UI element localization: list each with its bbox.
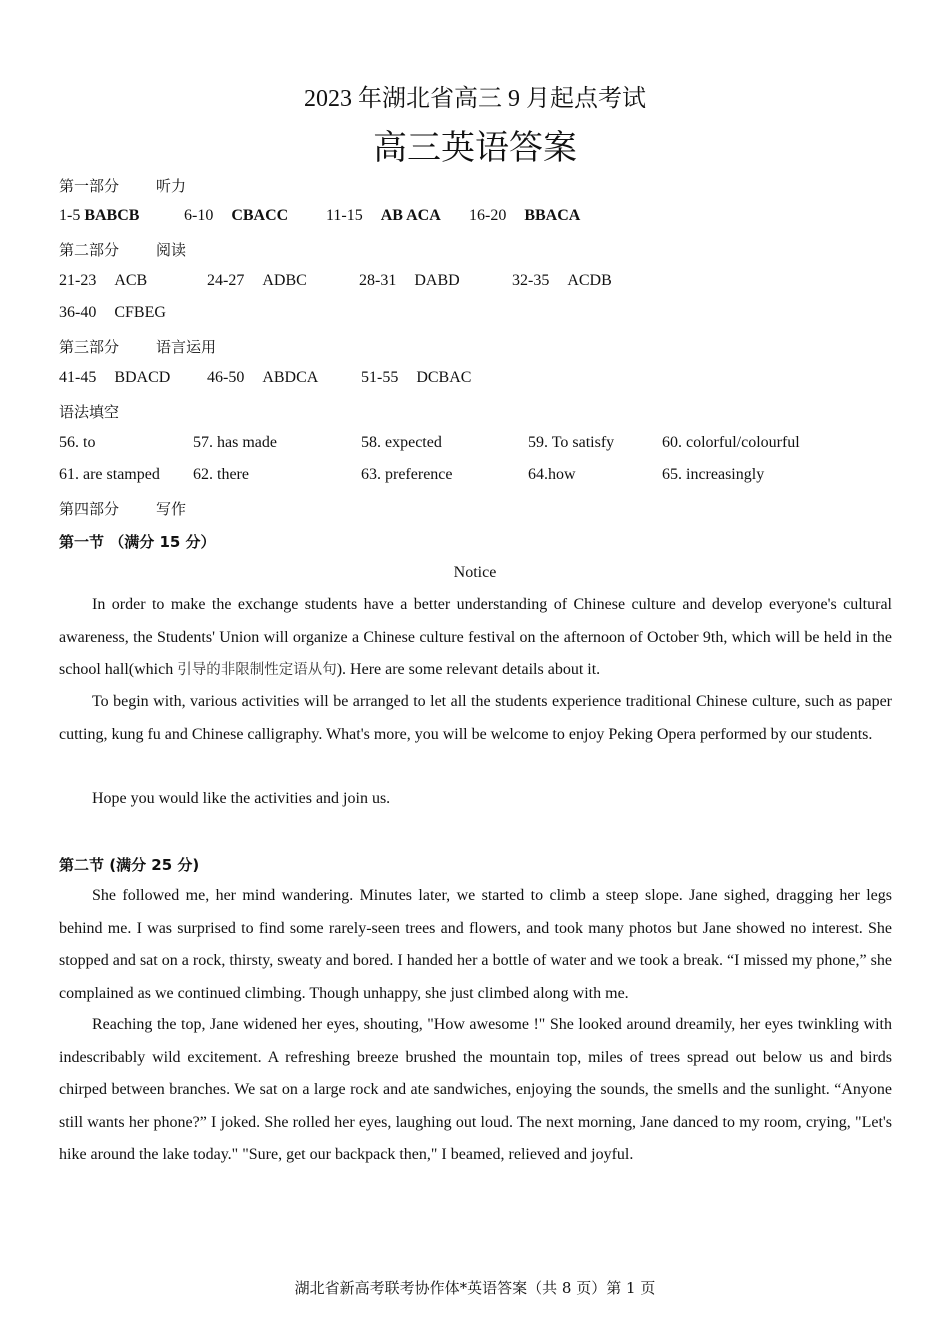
answer-letters: DABD bbox=[414, 272, 460, 289]
grammar-answer: 58. expected bbox=[361, 434, 442, 451]
answer-range: 28-31 bbox=[359, 272, 397, 289]
answer-letters: ACB bbox=[114, 272, 148, 289]
grammar-heading: 语法填空 bbox=[59, 403, 120, 421]
answer-letters: ACDB bbox=[567, 272, 612, 289]
answer-range: 11-15 bbox=[326, 207, 363, 224]
part1-name: 听力 bbox=[156, 177, 187, 195]
answer-range: 6-10 bbox=[184, 207, 214, 224]
document-title: 高三英语答案 bbox=[373, 130, 577, 167]
grammar-answer: 65. increasingly bbox=[662, 466, 765, 483]
answer-letters: BABCB bbox=[84, 207, 140, 224]
grammar-answer: 63. preference bbox=[361, 466, 453, 483]
grammar-answer: 60. colorful/colourful bbox=[662, 434, 800, 451]
essay1-p1-text: In order to make the exchange students have a better understanding of Chinese culture and develop everyone's cultural awareness, the Students' Union will organize a Chinese culture festival on the afternoon of October 9th, which will be held in the school hall(which bbox=[59, 596, 892, 678]
essay2-paragraph: Reaching the top, Jane widened her eyes, shouting, "How awesome !" She looked around dreamily, her eyes twinkling with indescribably wild excitement. A refreshing breeze brushed the mountain top, miles of trees spread out below us and birds chirped between branches. We sat on a large rock and ate sandwiches, enjoying the sounds, the smells and the sunlight. “Anyone still wants her phone?” I joked. She rolled her eyes, laughing out loud. The next morning, Jane danced to my room, crying, "Let's hike around the lake today." "Sure, get our backpack then," I beamed, relieved and joyful. bbox=[59, 1016, 892, 1163]
part3-name: 语言运用 bbox=[156, 338, 217, 356]
essay1-paragraph: To begin with, various activities will be arranged to let all the students experience traditional Chinese culture, such as paper cutting, kung fu and Chinese calligraphy. What's more, you will be welcome to enjoy Peking Opera performed by our students. bbox=[59, 693, 892, 743]
answer-range: 41-45 bbox=[59, 369, 97, 386]
page-footer: 湖北省新高考联考协作体*英语答案（共 8 页）第 1 页 bbox=[294, 1279, 656, 1297]
answer-group bbox=[469, 207, 580, 225]
grammar-answer: 64.how bbox=[528, 466, 576, 483]
answer-group bbox=[207, 272, 307, 290]
answer-letters: ADBC bbox=[262, 272, 307, 289]
answer-group bbox=[207, 369, 318, 387]
section2-heading: 第二节 (满分 25 分) bbox=[59, 856, 200, 874]
part1-heading: 第一部分 bbox=[59, 177, 120, 195]
part3-heading: 第三部分 bbox=[59, 338, 120, 356]
answer-range: 51-55 bbox=[361, 369, 399, 386]
essay1-paragraph: Hope you would like the activities and join us. bbox=[92, 790, 391, 807]
answer-range: 46-50 bbox=[207, 369, 245, 386]
answer-group bbox=[59, 304, 166, 322]
answer-group bbox=[59, 272, 147, 290]
answer-group bbox=[359, 272, 460, 290]
answer-group bbox=[184, 207, 288, 225]
answer-letters: AB ACA bbox=[380, 207, 441, 224]
answer-range: 21-23 bbox=[59, 272, 97, 289]
answer-group bbox=[512, 272, 612, 290]
answer-letters: BBACA bbox=[524, 207, 581, 224]
essay1-paragraph bbox=[59, 589, 892, 687]
answer-letters: CFBEG bbox=[114, 304, 166, 321]
essay2-paragraph: She followed me, her mind wandering. Minutes later, we started to climb a steep slope. Jane sighed, dragging her legs behind me. I was surprised to find some rarely-seen trees and flowers, and took many photos but Jane showed no interest. She stopped and sat on a rock, thirsty, sweaty and bored. I handed her a bottle of water and we took a break. “I missed my phone,” she complained as we continued climbing. Though unhappy, she just climbed along with me. bbox=[59, 887, 892, 1002]
answer-range: 36-40 bbox=[59, 304, 97, 321]
grammar-answer: 61. are stamped bbox=[59, 466, 160, 483]
answer-range: 32-35 bbox=[512, 272, 550, 289]
answer-group bbox=[361, 369, 471, 387]
part4-heading: 第四部分 bbox=[59, 500, 120, 518]
part2-name: 阅读 bbox=[156, 241, 187, 259]
answer-group bbox=[326, 207, 441, 225]
answer-range: 16-20 bbox=[469, 207, 507, 224]
answer-range: 24-27 bbox=[207, 272, 245, 289]
answer-group bbox=[59, 207, 139, 225]
part4-name: 写作 bbox=[156, 500, 187, 518]
grammar-answer: 62. there bbox=[193, 466, 249, 483]
grammar-answer: 59. To satisfy bbox=[528, 434, 615, 451]
notice-title: Notice bbox=[453, 564, 497, 581]
grammar-answer: 56. to bbox=[59, 434, 96, 451]
grammar-note: 引导的非限制性定语从句 bbox=[177, 662, 337, 678]
answer-letters: ABDCA bbox=[262, 369, 319, 386]
answer-group bbox=[59, 369, 170, 387]
essay1-p1-text-end: ). Here are some relevant details about it. bbox=[336, 661, 601, 678]
part2-heading: 第二部分 bbox=[59, 241, 120, 259]
answer-letters: BDACD bbox=[114, 369, 171, 386]
section1-heading: 第一节 （满分 15 分） bbox=[59, 533, 216, 551]
answer-letters: DCBAC bbox=[416, 369, 472, 386]
grammar-answer: 57. has made bbox=[193, 434, 277, 451]
answer-range: 1-5 bbox=[59, 207, 81, 224]
answer-letters: CBACC bbox=[231, 207, 289, 224]
exam-title: 2023 年湖北省高三 9 月起点考试 bbox=[304, 86, 646, 112]
